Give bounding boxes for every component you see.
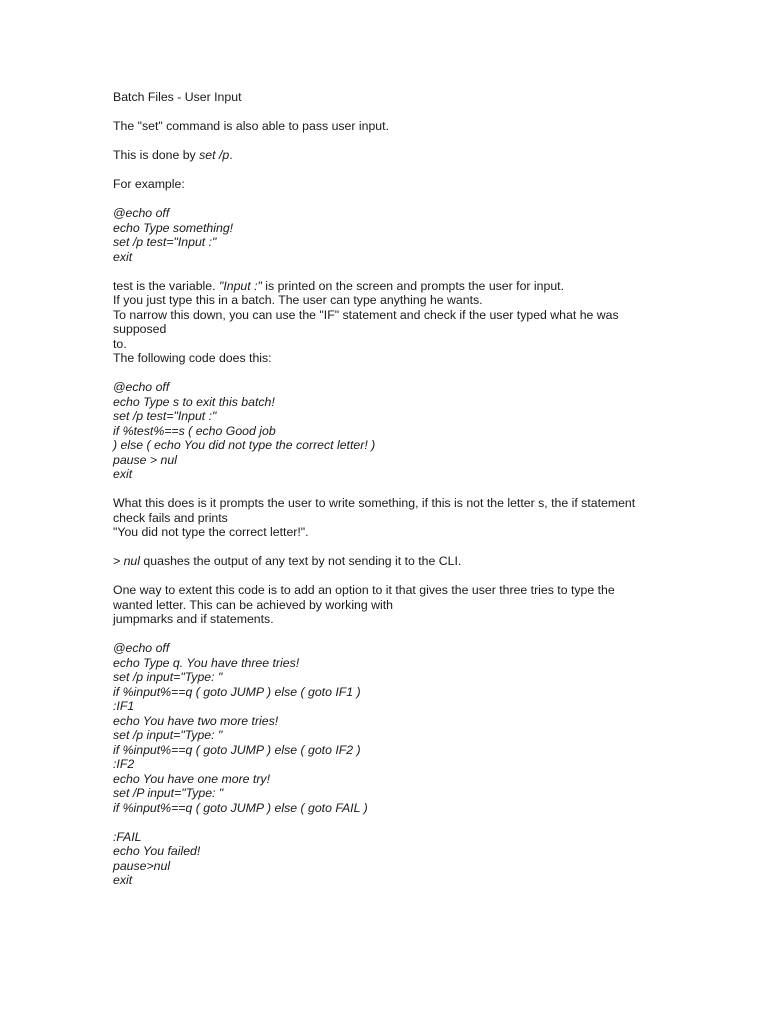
spacer [113, 815, 638, 830]
code-line: if %input%==q ( goto JUMP ) else ( goto IF2 ) [113, 742, 361, 757]
explain-code: "Input :" [218, 278, 262, 293]
explanation-line [113, 279, 638, 294]
code-line: if %input%==q ( goto JUMP ) else ( goto FAIL ) [113, 800, 368, 815]
code-line: :IF2 [113, 757, 135, 771]
spacer [113, 134, 638, 149]
code-line: echo Type something! [113, 220, 234, 235]
document-title: Batch Files - User Input [113, 90, 242, 104]
explain-suffix: is printed on the screen and prompts the user for input. [261, 278, 565, 293]
what-this-does-paragraph [113, 496, 638, 540]
code-line: exit [113, 467, 133, 481]
code-line: if %test%==s ( echo Good job [113, 423, 276, 438]
code-line: set /p test="Input :" [113, 409, 217, 423]
explanation-line: To narrow this down, you can use the "IF" statement and check if the user typed what he was [113, 307, 619, 322]
code-line: set /p test="Input :" [113, 235, 217, 249]
extend-paragraph [113, 583, 638, 627]
done-by-paragraph [113, 148, 638, 163]
code-block-4 [113, 830, 638, 888]
spacer [113, 540, 638, 555]
nul-code: > nul [113, 554, 141, 568]
code-line: echo You have one more try! [113, 771, 271, 786]
paragraph-line: One way to extent this code is to add an option to it that gives the user three tries to type the [113, 583, 615, 597]
done-by-prefix: This is done by [113, 148, 200, 162]
spacer [113, 482, 638, 497]
code-line: @echo off [113, 380, 170, 394]
spacer [113, 192, 638, 207]
document-body [113, 90, 638, 888]
code-block-2 [113, 380, 638, 482]
code-line: echo Type q. You have three tries! [113, 655, 300, 670]
code-line: set /p input="Type: " [113, 728, 223, 742]
code-line: echo You failed! [113, 844, 201, 858]
code-line: echo Type s to exit this batch! [113, 394, 275, 409]
code-line: ) else ( echo You did not type the correct letter! ) [113, 438, 376, 452]
spacer [113, 105, 638, 120]
explanation-line: The following code does this: [113, 351, 272, 365]
paragraph-line: wanted letter. This can be achieved by working with [113, 597, 394, 612]
code-line: echo You have two more tries! [113, 713, 279, 728]
explanation-paragraph [113, 279, 638, 366]
spacer [113, 264, 638, 279]
code-line: pause>nul [113, 858, 171, 873]
code-line: @echo off [113, 641, 170, 655]
for-example-label: For example: [113, 177, 185, 191]
paragraph-line: "You did not type the correct letter!". [113, 525, 309, 539]
paragraph-line: check fails and prints [113, 510, 228, 525]
code-line: @echo off [113, 206, 170, 220]
spacer [113, 163, 638, 178]
code-line: set /p input="Type: " [113, 670, 223, 684]
done-by-suffix: . [229, 148, 233, 162]
code-line: pause > nul [113, 452, 177, 467]
nul-paragraph [113, 554, 638, 569]
code-line: exit [113, 249, 133, 264]
explanation-line: supposed [113, 322, 167, 336]
code-line: set /P input="Type: " [113, 786, 224, 800]
code-line: if %input%==q ( goto JUMP ) else ( goto IF1 ) [113, 684, 361, 699]
code-block-3 [113, 641, 638, 815]
paragraph-line: jumpmarks and if statements. [113, 612, 274, 626]
code-line: :FAIL [113, 829, 142, 844]
code-block-1 [113, 206, 638, 264]
paragraph-line: What this does is it prompts the user to write something, if this is not the letter s, the if statement [113, 496, 636, 510]
done-by-code: set /p [199, 148, 230, 162]
explanation-line: If you just type this in a batch. The user can type anything he wants. [113, 293, 483, 307]
spacer [113, 366, 638, 381]
intro-paragraph: The "set" command is also able to pass user input. [113, 119, 389, 133]
explain-prefix: test is the variable. [113, 278, 219, 293]
explanation-line: to. [113, 336, 127, 351]
spacer [113, 569, 638, 584]
code-line: :IF1 [113, 699, 135, 713]
spacer [113, 627, 638, 642]
code-line: exit [113, 873, 133, 887]
nul-text: quashes the output of any text by not sending it to the CLI. [140, 554, 462, 568]
